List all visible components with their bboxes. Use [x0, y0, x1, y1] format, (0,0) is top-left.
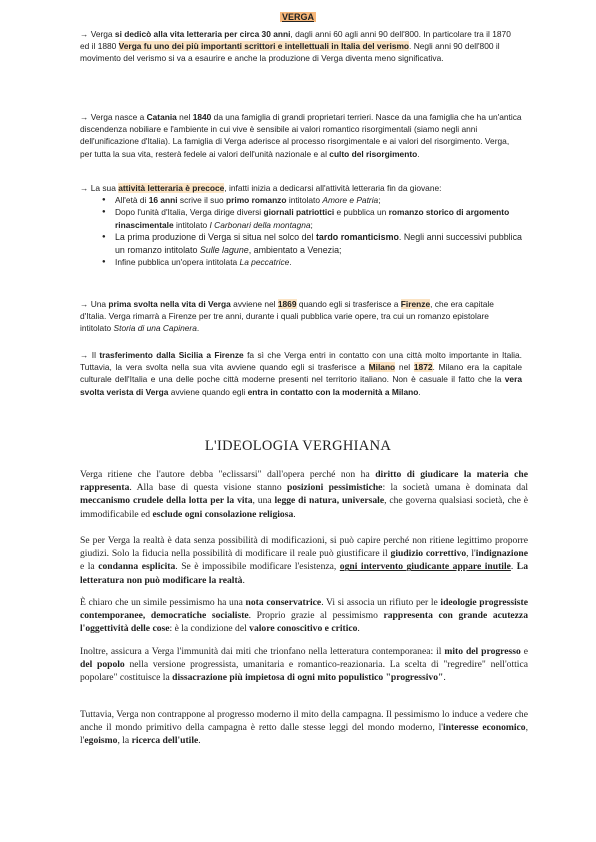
text: , l': [80, 722, 528, 747]
section-paragraph-4: [80, 645, 528, 685]
highlighted-text: 1872: [413, 362, 433, 373]
paragraph-3: [80, 182, 522, 269]
bold-text: Catania: [146, 112, 177, 122]
text: .: [196, 323, 200, 334]
text: → Verga nasce a: [80, 112, 147, 122]
bold-text: dissacrazione più impietosa di ogni mito populistico "progressivo": [172, 672, 444, 684]
text: intitolato: [286, 195, 323, 206]
page-title: VERGA: [281, 12, 314, 22]
text: ;: [310, 219, 313, 230]
text: Se per Verga la realtà è data senza possibilità di modificazioni, si può capire perché non ritiene legittimo proporre giudizi. Solo la fiducia nella possibilità di modificare il reale può giustificare il: [80, 535, 528, 560]
bullet-list: [80, 194, 522, 268]
bold-text: diritto di giudicare la materia che rappresenta: [80, 469, 529, 494]
section-paragraph-2: [80, 534, 528, 587]
bold-text: nota conservatrice: [245, 597, 322, 608]
text: , la: [117, 735, 132, 747]
text: .: [198, 735, 201, 747]
section-heading: L'IDEOLOGIA VERGHIANA: [204, 438, 392, 454]
text: . Vi si associa un rifiuto per le: [321, 597, 441, 608]
text: Inoltre, assicura a Verga l'immunità dai miti che trionfano nella letteratura contemporanea: il: [80, 646, 445, 657]
text: Dopo l'unità d'Italia, Verga dirige diversi: [115, 207, 264, 218]
text: . Negli anni 90 dell'800 il movimento del verismo si va a esaurire e anche la produzione di Verga diventa meno significativa.: [80, 41, 500, 64]
text: quando egli si trasferisce a: [296, 299, 401, 309]
highlighted-text: Firenze: [400, 299, 431, 309]
text: .: [242, 574, 245, 586]
text: Tuttavia, Verga non contrappone al progresso moderno il mito della campagna. Il pessimismo lo induce a vedere che anche il mondo primitivo della campagna è retto dalle stesse leggi del mondo moderno, l': [80, 709, 528, 734]
bold-text: valore conoscitivo e critico: [249, 623, 358, 635]
text: . Alla base di questa visione stanno: [129, 482, 287, 494]
bold-text: giudizio correttivo: [390, 548, 467, 560]
section-paragraph-1: [80, 468, 528, 521]
highlighted-text: Milano: [368, 362, 396, 373]
text: e pubblica un: [334, 207, 389, 218]
italic-title: Storia di una Capinera: [113, 323, 197, 334]
bold-text: romanzo storico di argomento rinascimentale: [115, 207, 510, 230]
text: .: [357, 623, 360, 635]
list-item: [102, 231, 522, 257]
bold-text: rappresenta con grande acutezza l'oggettività delle cose: [80, 610, 528, 635]
text: La prima produzione di Verga si situa nel solco del: [115, 231, 316, 242]
text: . Negli anni successivi pubblica un romanzo intitolato: [115, 231, 522, 255]
text: , dagli anni 60 agli anni 90 dell'800. In particolare tra il 1870 ed il 1880: [80, 29, 511, 52]
text: fa sì che Verga entri in contatto con una città molto importante in Italia. Tuttavia, la vera svolta nella sua vita avviene quando egli si trasferisce a: [80, 350, 523, 373]
list-item: [102, 194, 522, 206]
text: , che era capitale d'Italia. Verga rimarrà a Firenze per tre anni, durante i quali pubblica varie opere, tra cui un romanzo epistolare intitolato: [80, 299, 494, 334]
bold-text: entra in contatto con la modernità a Milano: [247, 386, 419, 397]
italic-title: La peccatrice: [239, 257, 290, 268]
bold-text: La letteratura non può modificare la realtà: [80, 561, 528, 586]
bold-text: culto del risorgimento: [329, 148, 418, 159]
text: e: [520, 646, 528, 657]
text: → Una: [80, 299, 109, 309]
text: da una famiglia di grandi proprietari terrieri. Nasce da una famiglia che ha un'antica discendenza nobiliare e l'ambiente in cui vive è sensibile ai valori romantico risorgimentali (siamo negli anni dell'unificazione d'Italia). La famiglia di Verga aderisce al processo risorgimentale e ai valori del risorgimento. Verga, per tutta la sua vita, resterà fedele ai valori dell'unità nazionale e al: [80, 112, 522, 159]
text: nel: [176, 112, 193, 122]
text: .: [293, 508, 296, 520]
text: avviene quando egli: [168, 386, 248, 397]
bold-text: prima svolta nella vita di Verga: [108, 299, 231, 309]
bold-text: tardo romanticismo: [315, 231, 399, 242]
bold-text: posizioni pessimistiche: [287, 482, 383, 494]
text: : è la condizione del: [169, 623, 250, 635]
bold-text: ricerca dell'utile: [131, 735, 199, 747]
text: .: [289, 257, 292, 268]
text: ;: [378, 195, 381, 206]
list-item: [102, 206, 522, 230]
bold-text: vera svolta verista di Verga: [80, 374, 522, 397]
paragraph-2: [80, 111, 522, 160]
section-paragraph-5: [80, 708, 528, 748]
highlighted-text: 1869: [277, 299, 297, 309]
text: All'età di: [115, 195, 149, 206]
italic-title: I Carbonari della montagna: [209, 219, 311, 230]
text: nel: [395, 362, 414, 373]
text: → Verga: [80, 29, 115, 39]
text: , ambientato a Venezia;: [248, 244, 342, 255]
bold-text: indignazione: [475, 548, 528, 560]
bold-text: ideologie progressiste contemporanee, democratiche socialiste: [80, 597, 528, 622]
paragraph-1: [80, 28, 522, 65]
text: → La sua: [80, 183, 119, 193]
text: scrive il suo: [177, 195, 226, 206]
text: , l': [466, 548, 476, 560]
text: . Se è impossibile modificare l'esistenza,: [175, 561, 340, 573]
text: , che governa qualsiasi società, che è immodificabile ed: [80, 495, 528, 520]
text: .: [418, 386, 421, 397]
bold-text: condanna esplicita: [98, 561, 176, 573]
text: : la società umana è dominata dal: [382, 482, 528, 494]
text: .: [417, 148, 420, 159]
bold-text: meccanismo crudele della lotta per la vita: [80, 495, 253, 507]
text: Verga ritiene che l'autore debba "eclissarsi" dall'opera perché non ha: [80, 469, 376, 480]
bold-text: mito del progresso: [444, 646, 521, 657]
bold-text: legge di natura, universale: [274, 495, 385, 507]
bold-text: interesse economico: [443, 722, 526, 734]
text: , infatti inizia a dedicarsi all'attività letteraria fin da giovane:: [224, 183, 442, 193]
bold-text: primo romanzo: [226, 195, 287, 206]
bold-text: del popolo: [80, 659, 125, 671]
bold-text: 1840: [192, 112, 212, 122]
bold-text: egoismo: [84, 735, 118, 747]
italic-title: Amore e Patria: [322, 195, 379, 206]
text: nella versione progressista, umanitaria e romantico-reazionaria. La scelta di "regredire" nell'ottica popolare" costituisce la: [80, 659, 528, 684]
bold-text: trasferimento dalla Sicilia a Firenze: [99, 350, 244, 360]
text: . Proprio grazie al pessimismo: [248, 610, 384, 622]
paragraph-4: [80, 298, 522, 335]
section-paragraph-3: [80, 596, 528, 636]
text: . Milano era la capitale culturale dell'Italia e una delle poche città moderne presenti nel territorio italiano. Non è casuale il fatto che la: [80, 362, 522, 385]
text: → Il: [80, 350, 100, 360]
highlighted-text: attività letteraria è precoce: [118, 183, 225, 193]
bold-text: esclude ogni consolazione religiosa: [152, 508, 294, 520]
list-item: [102, 256, 522, 268]
text: È chiaro che un simile pessimismo ha una: [80, 597, 246, 608]
italic-title: Sulle lagune: [199, 244, 249, 255]
highlighted-text: Verga fu uno dei più importanti scrittori e intellettuali in Italia del verismo: [118, 41, 410, 52]
bold-text: 16 anni: [148, 195, 178, 206]
text: .: [443, 672, 446, 684]
bold-text: giornali patriottici: [263, 207, 335, 218]
text: Infine pubblica un'opera intitolata: [115, 257, 240, 268]
text: e la: [80, 561, 99, 573]
underlined-text: ogni intervento giudicante appare inutile: [339, 561, 511, 573]
bold-text: si dedicò alla vita letteraria per circa 30 anni: [114, 29, 291, 39]
text: .: [510, 561, 517, 573]
text: intitolato: [173, 219, 210, 230]
text: avviene nel: [230, 299, 278, 309]
paragraph-5: [80, 349, 522, 398]
text: , una: [252, 495, 275, 507]
